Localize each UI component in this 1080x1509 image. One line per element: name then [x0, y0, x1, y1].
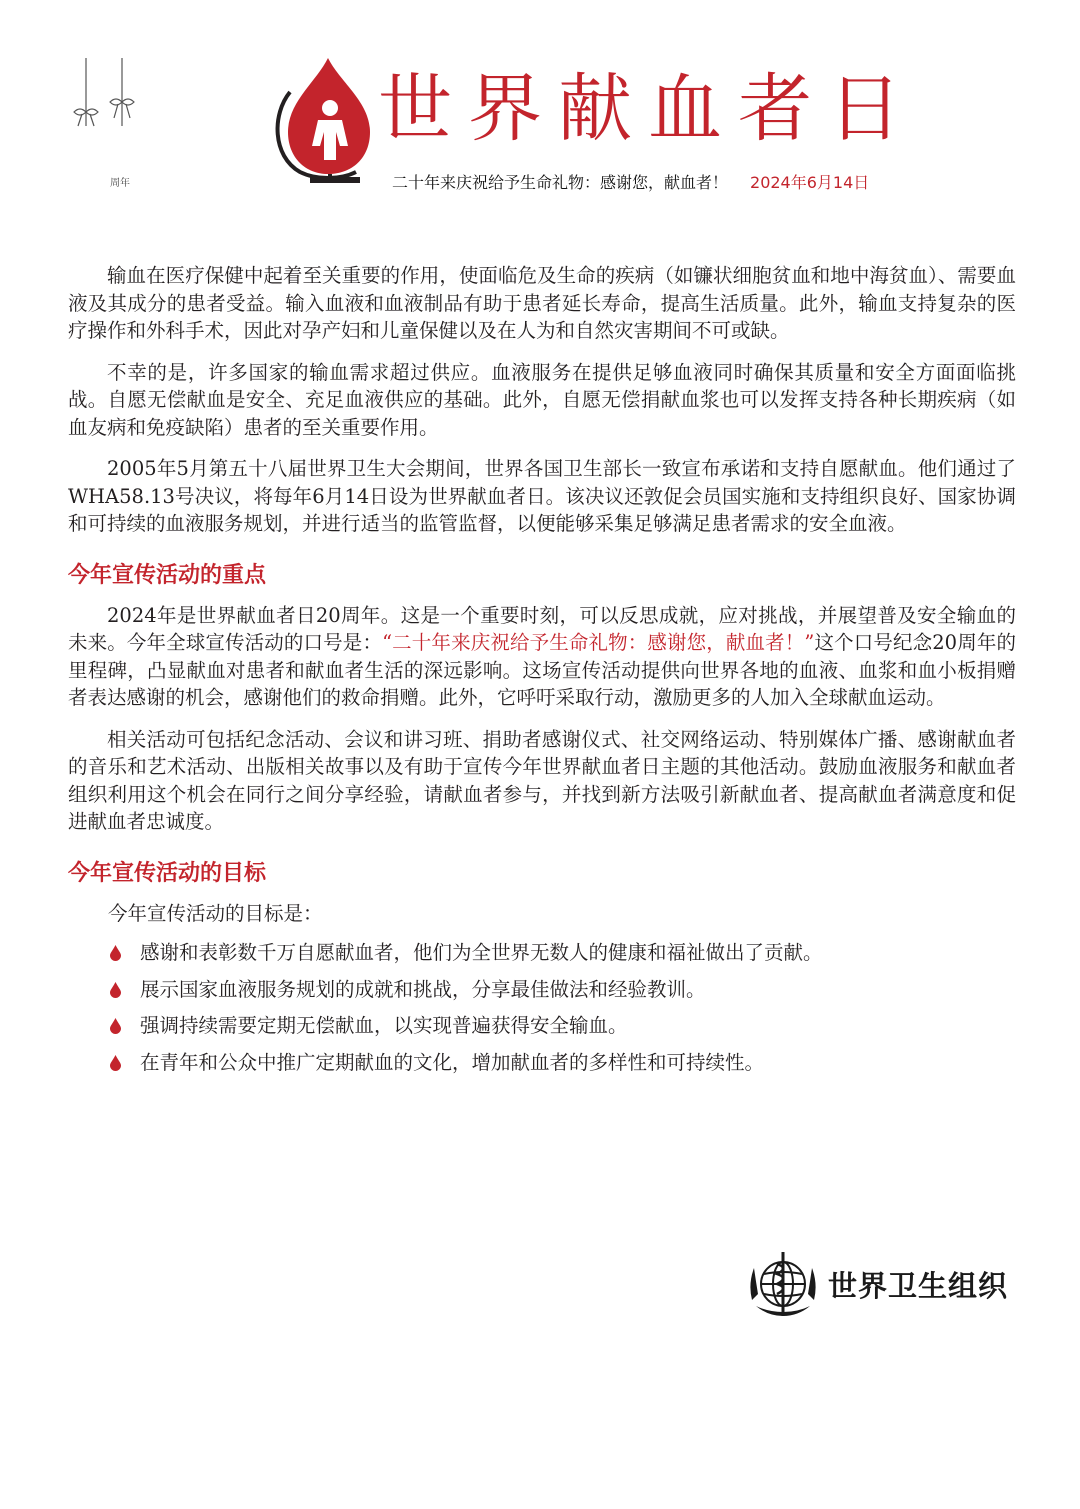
goals-list — [68, 939, 1016, 1076]
goal-text: 强调持续需要定期无偿献血，以实现普遍获得安全输血。 — [140, 1014, 628, 1037]
goal-text: 感谢和表彰数千万自愿献血者，他们为全世界无数人的健康和福祉做出了贡献。 — [140, 941, 823, 964]
subtitle — [392, 170, 869, 193]
focus-text-after: 这个口号纪念20周年的里程碑，凸显献血对患者和献血者生活的深远影响。这场宣传活动提供向世界各地的血液、血浆和血小板捐赠者表达感谢的机会，感谢他们的救命捐赠。此外，它呼吁采取行动，激励更多的人加入全球献血运动。 — [68, 631, 1016, 709]
goal-text: 在青年和公众中推广定期献血的文化，增加献血者的多样性和可持续性。 — [140, 1050, 765, 1074]
page-title: 世界献血者日 — [378, 66, 918, 152]
list-item — [68, 1012, 1016, 1040]
intro-paragraph-2: 不幸的是，许多国家的输血需求超过供应。血液服务在提供足够血液同时确保其质量和安全方面面临挑战。自愿无偿献血是安全、充足血液供应的基础。此外，自愿无偿捐献血浆也可以发挥支持各种长期疾病（如血友病和免疫缺陷）患者的至关重要作用。 — [68, 360, 1016, 439]
intro-paragraph-3: 2005年5月第五十八届世界卫生大会期间，世界各国卫生部长一致宣布承诺和支持自愿献血。他们通过了WHA58.13号决议，将每年6月14日设为世界献血者日。该决议还敦促会员国实施和支持组织良好、国家协调和可持续的血液服务规划，并进行适当的监管监督，以便能够采集足够满足患者需求的安全血液。 — [68, 457, 1016, 535]
list-item — [68, 939, 1016, 967]
goals-intro: 今年宣传活动的目标是： — [108, 901, 323, 925]
blood-drop-bullet-icon — [110, 945, 121, 961]
anniversary-label: 周年 — [110, 178, 130, 189]
blood-drop-logo-icon — [270, 54, 390, 186]
slogan-highlight: “二十年来庆祝给予生命礼物：感谢您，献血者！” — [382, 631, 815, 654]
campaign-slogan: 二十年来庆祝给予生命礼物：感谢您，献血者！ — [392, 173, 729, 192]
focus-heading: 今年宣传活动的重点 — [68, 562, 267, 588]
blood-drop-bullet-icon — [110, 1018, 121, 1034]
main-content — [68, 262, 1016, 1085]
list-item — [68, 976, 1016, 1004]
intro-paragraph-1: 输血在医疗保健中起着至关重要的作用，使面临危及生命的疾病（如镰状细胞贫血和地中海贫血）、需要血液及其成分的患者受益。输入血液和血液制品有助于患者延长寿命，提高生活质量。此外，输血支持复杂的医疗操作和外科手术，因此对孕产妇和儿童保健以及在人为和自然灾害期间不可或缺。 — [68, 264, 1016, 342]
goals-heading: 今年宣传活动的目标 — [68, 860, 267, 886]
event-date: 2024年6月14日 — [750, 173, 870, 192]
ribbon-decoration-icon — [66, 56, 146, 186]
blood-drop-bullet-icon — [110, 982, 121, 998]
organization-name: 世界卫生组织 — [828, 1269, 1009, 1303]
focus-text-before: 2024年是世界献血者日20周年。这是一个重要时刻，可以反思成就，应对挑战，并展望普及安全输血的未来。今年全球宣传活动的口号是： — [68, 603, 1016, 654]
focus-paragraph-1 — [68, 602, 1016, 712]
who-emblem-icon — [744, 1244, 822, 1322]
who-logo — [744, 1244, 1024, 1324]
focus-paragraph-2: 相关活动可包括纪念活动、会议和讲习班、捐助者感谢仪式、社交网络运动、特别媒体广播、感谢献血者的音乐和艺术活动、出版相关故事以及有助于宣传今年世界献血者日主题的其他活动。鼓励血液服务和献血者组织利用这个机会在同行之间分享经验，请献血者参与，并找到新方法吸引新献血者、提高献血者满意度和促进献血者忠诚度。 — [68, 727, 1016, 833]
blood-drop-bullet-icon — [110, 1055, 121, 1071]
list-item — [68, 1049, 1016, 1077]
goal-text: 展示国家血液服务规划的成就和挑战，分享最佳做法和经验教训。 — [140, 977, 706, 1001]
